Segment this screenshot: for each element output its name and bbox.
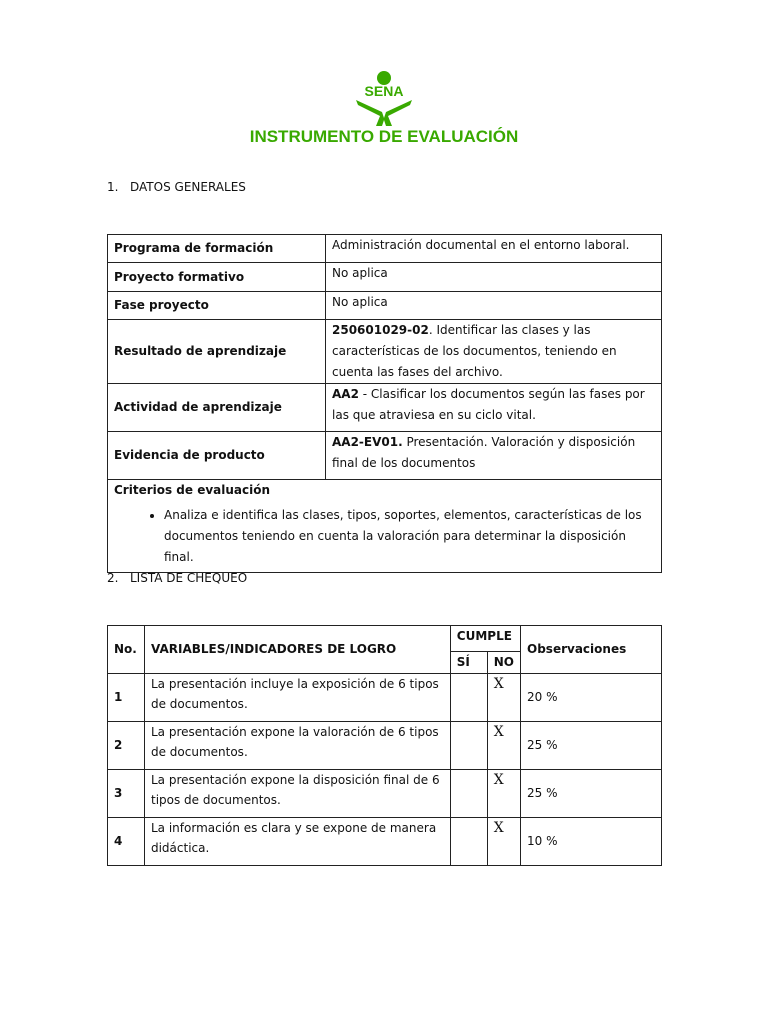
criterios-list: [114, 505, 655, 568]
actividad-code: AA2: [332, 387, 359, 401]
actividad-text: - Clasificar los documentos según las fases por las que atraviesa en su ciclo vital.: [332, 387, 645, 422]
programa-value: Administración documental en el entorno laboral.: [326, 235, 662, 263]
table-row: [108, 674, 662, 722]
section-datos-generales: [107, 180, 246, 194]
table-row: [108, 235, 662, 263]
table-row: [108, 263, 662, 292]
resultado-label: Resultado de aprendizaje: [108, 320, 326, 384]
evidencia-label: Evidencia de producto: [108, 432, 326, 480]
row-indicator: La información es clara y se expone de manera didáctica.: [144, 818, 450, 866]
resultado-value: [326, 320, 662, 384]
row-no-mark: X: [487, 818, 520, 866]
list-item: • Analiza e identifica las clases, tipos, soportes, elementos, características de los documentos teniendo en cuenta la valoración para determinar la disposición final.: [164, 505, 655, 568]
row-si-cell: [450, 770, 487, 818]
section-number: 2.: [107, 571, 119, 585]
row-observation: 25 %: [521, 722, 662, 770]
row-indicator: La presentación incluye la exposición de 6 tipos de documentos.: [144, 674, 450, 722]
sena-logo-text: SENA: [364, 83, 404, 99]
row-number: 2: [108, 722, 145, 770]
row-no-mark: X: [487, 674, 520, 722]
section-lista-chequeo: [107, 571, 247, 585]
col-no-header: No.: [108, 626, 145, 674]
row-number: 3: [108, 770, 145, 818]
row-observation: 10 %: [521, 818, 662, 866]
proyecto-value: No aplica: [326, 263, 662, 292]
table-row: [108, 818, 662, 866]
actividad-value: [326, 384, 662, 432]
evidencia-text: Presentación. Valoración y disposición final de los documentos: [332, 435, 636, 470]
row-no-mark: X: [487, 722, 520, 770]
row-observation: 20 %: [521, 674, 662, 722]
section-number: 1.: [107, 180, 119, 194]
table-row: [108, 432, 662, 480]
table-header-row: [108, 626, 662, 652]
table-row: [108, 770, 662, 818]
programa-label: Programa de formación: [108, 235, 326, 263]
page-title: INSTRUMENTO DE EVALUACIÓN: [249, 127, 519, 146]
col-cumple-header: CUMPLE: [450, 626, 520, 652]
col-observaciones-header: Observaciones: [521, 626, 662, 674]
col-variables-header: VARIABLES/INDICADORES DE LOGRO: [144, 626, 450, 674]
datos-generales-table: [107, 234, 662, 573]
criterios-label: Criterios de evaluación: [114, 483, 271, 497]
row-si-cell: [450, 818, 487, 866]
row-indicator: La presentación expone la disposición final de 6 tipos de documentos.: [144, 770, 450, 818]
resultado-text: . Identificar las clases y las características de los documentos, teniendo en cuenta las fases del archivo.: [332, 323, 617, 379]
row-indicator: La presentación expone la valoración de 6 tipos de documentos.: [144, 722, 450, 770]
row-no-mark: X: [487, 770, 520, 818]
table-row: [108, 480, 662, 573]
row-observation: 25 %: [521, 770, 662, 818]
table-row: [108, 384, 662, 432]
col-no-sub-header: NO: [487, 652, 520, 674]
section-heading: DATOS GENERALES: [130, 180, 246, 194]
row-si-cell: [450, 722, 487, 770]
table-row: [108, 722, 662, 770]
evidencia-value: [326, 432, 662, 480]
row-si-cell: [450, 674, 487, 722]
criterios-cell: [108, 480, 662, 573]
table-row: [108, 292, 662, 320]
col-si-header: SÍ: [450, 652, 487, 674]
row-number: 4: [108, 818, 145, 866]
resultado-code: 250601029-02: [332, 323, 429, 337]
checklist-table: [107, 625, 662, 866]
evidencia-code: AA2-EV01.: [332, 435, 403, 449]
fase-label: Fase proyecto: [108, 292, 326, 320]
section-heading: LISTA DE CHEQUEO: [130, 571, 248, 585]
fase-value: No aplica: [326, 292, 662, 320]
table-row: [108, 320, 662, 384]
row-number: 1: [108, 674, 145, 722]
sena-logo: [352, 70, 416, 126]
actividad-label: Actividad de aprendizaje: [108, 384, 326, 432]
proyecto-label: Proyecto formativo: [108, 263, 326, 292]
